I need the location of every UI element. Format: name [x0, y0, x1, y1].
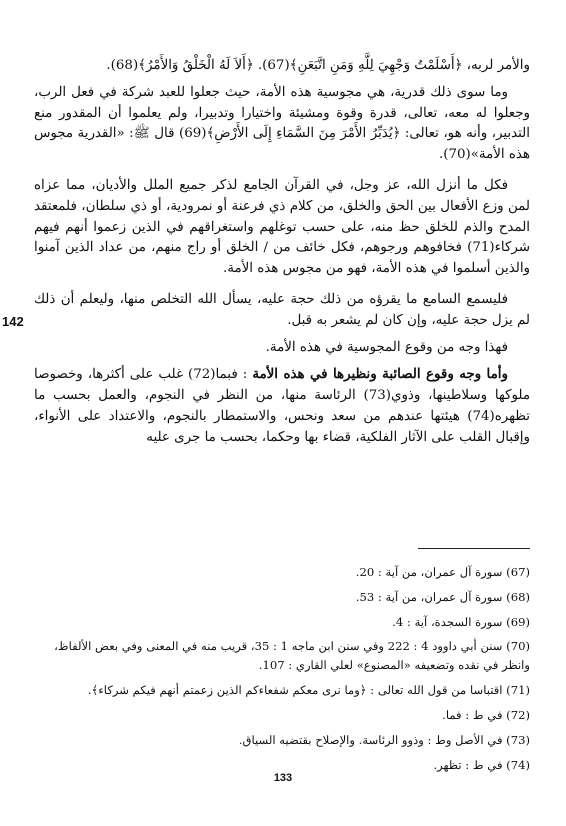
- footnote-68: (68) سورة آل عمران، من آية : 53.: [355, 590, 530, 604]
- footnote-67: (67) سورة آل عمران، من آية : 20.: [355, 565, 530, 579]
- footnote-71: (71) اقتباسا من قول الله تعالى : ﴿وما نرى معكم شفعاءكم الذين زعمتم أنهم فيكم شركاء﴾.: [87, 683, 530, 697]
- footnote-74: (74) في ط : تظهر.: [433, 758, 530, 772]
- paragraph-5: فهذا وجه من وقوع المجوسية في هذه الأمة.: [265, 339, 508, 355]
- paragraph-4: فليسمع السامع ما يقرؤه من ذلك حجة عليه، يسأل الله التخلص منها، وليعلم أن ذلك لم يزل حجة عليه، وإن كان لم يشعر به قبل.: [34, 291, 530, 328]
- footnote-69: (69) سورة السجدة، آية : 4.: [392, 615, 530, 629]
- footnote-72: (72) في ط : فما.: [442, 708, 530, 722]
- paragraph-6-heading: وأما وجه وقوع الصائبة ونظيرها في هذه الأمة: [252, 366, 508, 383]
- footnotes: [34, 562, 530, 780]
- paragraph-6: [34, 364, 530, 448]
- paragraph-6-text: : فبما(72) غلب على أكثرها، وخصوصا ملوكها وسلاطينها، وذوي(73) الرئاسة منها، من النظر في النجوم، والعمل بحسب ما تظهره(74) هيئتها عندهم من سعد ونحس، والاستمطار بالنجوم، والاعتداد على الأنواء، وإقبال القلب على الآثار الفلكية، قضاء بها وحكما، بحسب ما جرى عليه: [34, 367, 530, 445]
- paragraph-3: فكل ما أنزل الله، عز وجل، في القرآن الجامع لذكر جميع الملل والأديان، مما عزاه لمن وزع الأفعال بين الحق والخلق، من كلام ذي فرعنة أو نمرودية، أو ذي سلطان، فلمعتقد المدح والذم للخلق حظ منه، على حسب توغلهم واستغراقهم في الذين زعموا أنهم فيهم شركاء(71) فخافوهم ورجوهم، فكل خائف من / الخلق أو راج منهم، من عداد الذين آمنوا والذين أسلموا في هذه الأمة، فهو من مجوس هذه الأمة.: [34, 177, 530, 277]
- footnote-73: (73) في الأصل وط : وذوو الرئاسة. والإصلاح بقتضيه السياق.: [238, 733, 530, 747]
- page-number: 133: [273, 772, 293, 784]
- main-text: [34, 56, 530, 459]
- footnote-separator: [418, 548, 530, 549]
- paragraph-1: والأمر لربه، ﴿أَسْلَمْتُ وَجْهِيَ لِلَّهِ وَمَنِ اتَّبَعَنِ﴾(67). ﴿أَلاَ لَهُ الْخَلْقُ وَالأَمْرُ﴾(68).: [106, 58, 530, 73]
- footnote-70: (70) سنن أبي داوود 4 : 222 وفي سنن ابن ماجه 1 : 35، قريب منه في المعنى وفي بعض الألفاظ، وانظر في نقده وتضعيفه «المصنوع» لعلي القاري : 107.: [54, 639, 530, 672]
- paragraph-2: وما سوى ذلك قدرية، هي مجوسية هذه الأمة، حيث جعلوا للعبد شركة في فعل الرب، وجعلوا له معه، تعالى، قدرة وقوة ومشيئة واختيارا وتدبيرا، ولم يعلموا أن المقدور منع التدبير، وأنه هو، تعالى: ﴿يُدَبِّرُ الأَمْرَ مِنَ السَّمَاءِ إِلَى الأَرْضِ﴾(69) قال ﷺ: «القدرية مجوس هذه الأمة»(70).: [34, 84, 530, 163]
- margin-manuscript-number: 142: [2, 314, 24, 329]
